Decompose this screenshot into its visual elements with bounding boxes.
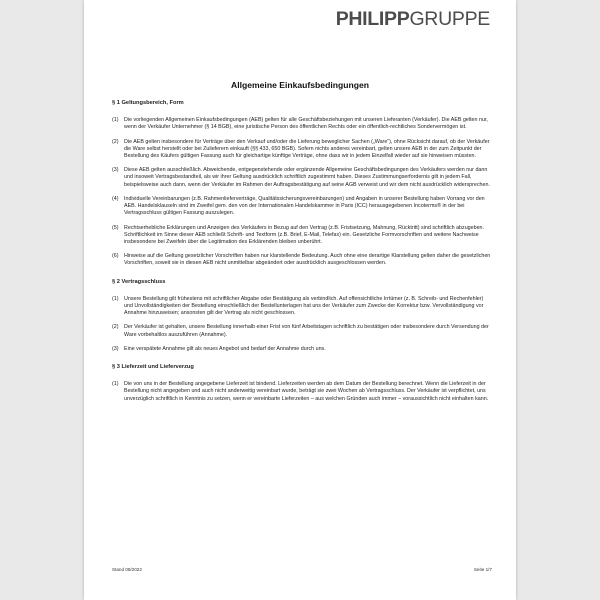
company-logo bbox=[336, 8, 490, 30]
paragraph-text: Individuelle Vereinbarungen (z.B. Rahmenlieferverträge, Qualitätssicherungsvereinbarungen) und Angaben in unserer Bestellung haben Vorrang vor den AEB. Handelsklauseln sind im Zweifel gem. den von der Internationalen Handelskammer in Paris (ICC) herausgegebenen Incoterms® in der bei Vertragsschluss gültigen Fassung auszulegen. bbox=[124, 195, 485, 217]
section-heading: § 1 Geltungsbereich, Form bbox=[112, 100, 184, 106]
footer-date: Stand 08/2022 bbox=[112, 567, 142, 572]
paragraph-number: (5) bbox=[112, 224, 119, 231]
paragraph-number: (6) bbox=[112, 253, 119, 260]
paragraph-text: Diese AEB gelten ausschließlich. Abweichende, entgegenstehende oder ergänzende Allgemeine Geschäftsbedingungen des Verkäufers werden nur dann und insoweit Vertragsbestandteil, als wir ihrer Geltung ausdrücklich schriftlich zugestimmt haben. Dieses Zustimmungserfordernis gilt in jedem Fall, beispielsweise auch dann, wenn der Verkäufer im Rahmen der Auftragsbestätigung auf seine AGB verweist und wir dem nicht ausdrücklich widersprechen. bbox=[124, 167, 490, 188]
logo-bold-part: PHILIPP bbox=[335, 8, 410, 30]
paragraph bbox=[112, 324, 492, 338]
paragraph-number: (2) bbox=[112, 138, 119, 145]
paragraph-number: (1) bbox=[112, 381, 119, 388]
paragraph-number: (1) bbox=[112, 295, 119, 302]
document-title: Allgemeine Einkaufsbedingungen bbox=[231, 80, 369, 90]
paragraph bbox=[112, 253, 492, 267]
paragraph-text: Unsere Bestellung gilt frühestens mit schriftlicher Abgabe oder Bestätigung als verbindlich. Auf offensichtliche Irrtümer (z. B. Schreib- und Rechenfehler) und Unvollständigkeiten der Bestellung einschließlich der Bestellunterlagen hat uns der Verkäufer zum Zwecke der Korrektur bzw. Vervollständigung vor Annahme hinzuweisen; ansonsten gilt der Vertrag als nicht geschlossen. bbox=[124, 295, 484, 317]
paragraph-number: (3) bbox=[112, 167, 119, 174]
logo-light-part: GRUPPE bbox=[409, 8, 490, 30]
document-body bbox=[112, 100, 492, 414]
paragraph-number: (2) bbox=[112, 324, 119, 331]
paragraph bbox=[112, 167, 492, 188]
paragraph-text: Die AEB gelten insbesondere für Verträge über den Verkauf und/oder die Lieferung beweglicher Sachen („Ware“), ohne Rücksicht darauf, ob der Verkäufer die Ware selbst herstellt oder bei Zulieferern einkauft (§§ 433, 650 BGB). Sofern nichts anderes vereinbart, gelten unsere AEB in der zum Zeitpunkt der Bestellung des Käufers gültigen Fassung auch für gleichartige künftige Verträge, ohne dass wir in jedem Einzelfall wieder auf sie hinweisen müssten. bbox=[124, 138, 490, 159]
document-page bbox=[84, 0, 516, 600]
paragraph bbox=[112, 346, 492, 353]
paragraph-number: (3) bbox=[112, 345, 119, 352]
section-heading: § 3 Lieferzeit und Lieferverzug bbox=[112, 364, 194, 371]
paragraph-text: Rechtserhebliche Erklärungen und Anzeigen des Verkäufers in Bezug auf den Vertrag (z.B. Fristsetzung, Mahnung, Rücktritt) sind schriftlich abzugeben. Schriftlichkeit im Sinne dieser AEB schließt Schrift- und Textform (z.B. Brief, E-Mail, Telefax) ein. Gesetzliche Formvorschriften und weitere Nachweise insbesondere bei Zweifeln über die Legitimation des Erklärenden bleiben unberührt. bbox=[124, 224, 485, 245]
paragraph-text: Der Verkäufer ist gehalten, unsere Bestellung innerhalb einer Frist von fünf Arbeitstagen schriftlich zu bestätigen oder insbesondere durch Versendung der Ware vorbehaltlos auszuführen (Annahme). bbox=[124, 324, 489, 338]
paragraph bbox=[112, 139, 492, 160]
section bbox=[112, 100, 492, 268]
footer-page-number: Seite 1/7 bbox=[473, 567, 492, 572]
paragraph-text: Hinweise auf die Geltung gesetzlicher Vorschriften haben nur klarstellende Bedeutung. Auch ohne eine derartige Klarstellung gelten daher die gesetzlichen Vorschriften, soweit sie in diesen AEB nicht unmittelbar abgeändert oder ausdrücklich ausgeschlossen werden. bbox=[124, 253, 491, 267]
paragraph-text: Die vorliegenden Allgemeinen Einkaufsbedingungen (AEB) gelten für alle Geschäftsbeziehungen mit unseren Lieferanten (Verkäufer). Die AEB gelten nur, wenn der Verkäufer Unternehmer (§ 14 BGB), eine juristische Person des öffentlichen Rechts oder ein öffentlich-rechtliches Sondervermögen ist. bbox=[124, 117, 488, 131]
paragraph-text: Eine verspätete Annahme gilt als neues Angebot und bedarf der Annahme durch uns. bbox=[124, 345, 326, 352]
paragraph bbox=[112, 117, 492, 131]
paragraph-number: (4) bbox=[112, 195, 119, 202]
paragraph bbox=[112, 296, 492, 317]
paragraph-text: Die von uns in der Bestellung angegebene Lieferzeit ist bindend. Lieferzeiten werden ab dem Datum der Bestellung berechnet. Wenn die Lieferzeit in der Bestellung nicht angegeben und auch nicht anderweitig vereinbart wurde, beträgt sie zwei Wochen ab Vertragsschluss. Der Verkäufer ist verpflichtet, uns unverzüglich schriftlich in Kenntnis zu setzen, wenn er vereinbarte Lieferzeiten – aus welchen Gründen auch immer – voraussichtlich nicht einhalten kann. bbox=[124, 381, 489, 402]
section bbox=[112, 364, 492, 403]
paragraph bbox=[112, 196, 492, 217]
section-heading: § 2 Vertragsschluss bbox=[112, 278, 166, 285]
paragraph bbox=[112, 381, 492, 402]
paragraph-number: (1) bbox=[112, 117, 119, 124]
section bbox=[112, 279, 492, 353]
paragraph bbox=[112, 225, 492, 246]
